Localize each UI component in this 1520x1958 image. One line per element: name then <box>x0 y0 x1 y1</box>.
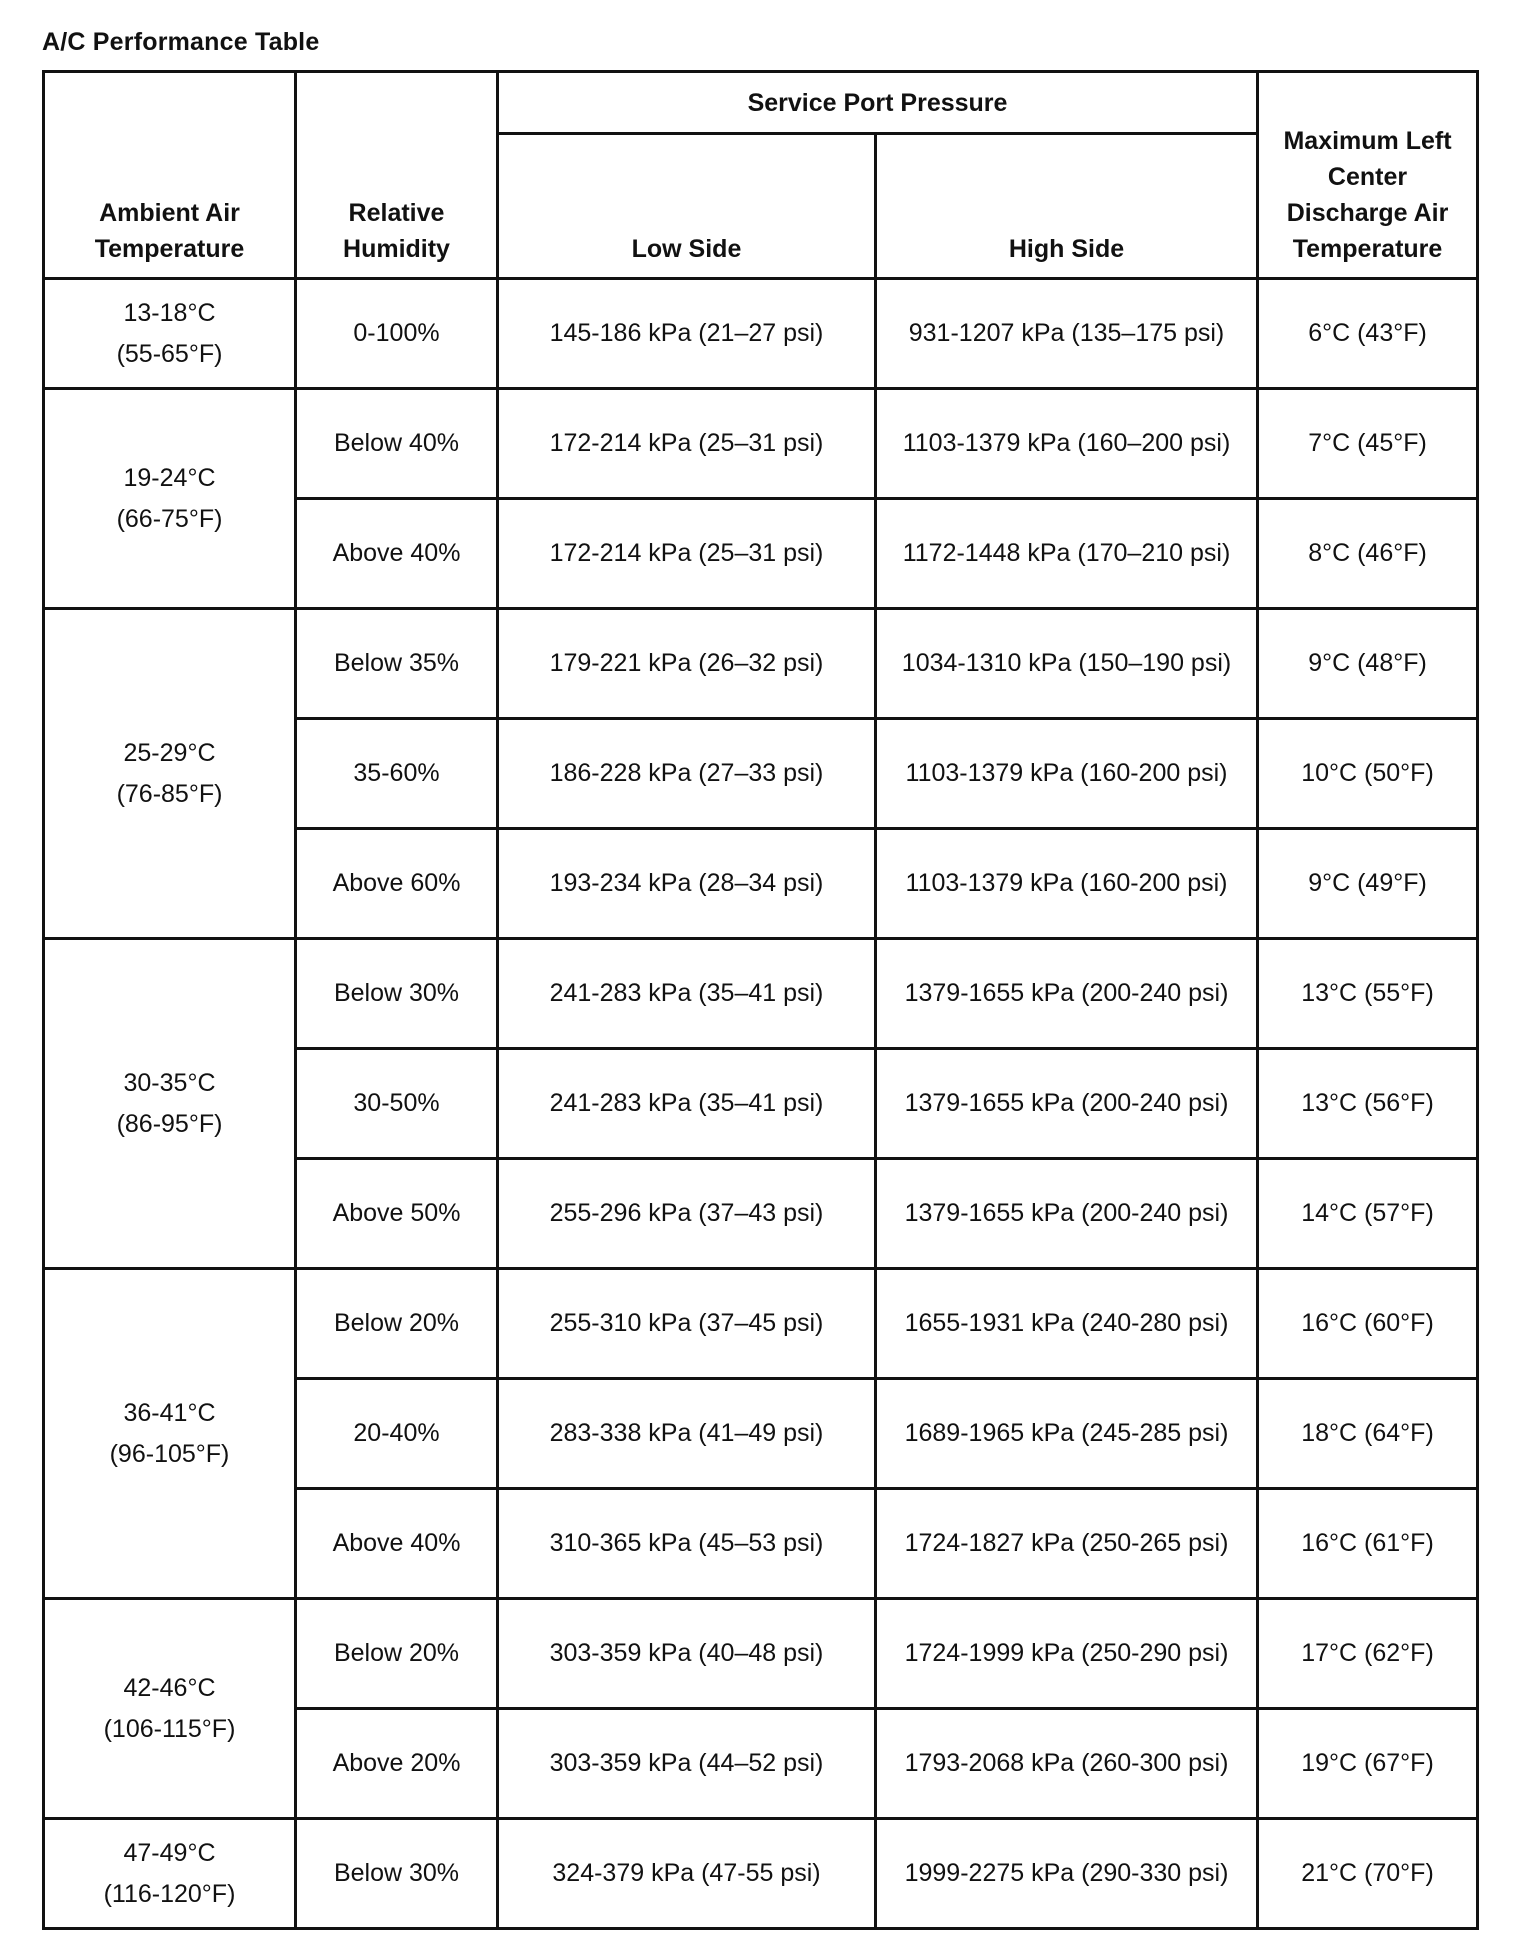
table-row <box>44 1269 1478 1379</box>
discharge-temperature-cell: 13°C (55°F) <box>1258 939 1478 1049</box>
table-row <box>44 389 1478 499</box>
table-row <box>44 609 1478 719</box>
relative-humidity-cell: 0-100% <box>296 279 498 389</box>
ambient-temperature-cell <box>44 939 296 1269</box>
relative-humidity-cell: Above 60% <box>296 829 498 939</box>
discharge-temperature-cell: 17°C (62°F) <box>1258 1599 1478 1709</box>
discharge-temperature-cell: 16°C (61°F) <box>1258 1489 1478 1599</box>
high-side-pressure-cell: 1379-1655 kPa (200-240 psi) <box>876 939 1258 1049</box>
header-relative-humidity: Relative Humidity <box>296 72 498 279</box>
ambient-celsius: 30-35°C <box>123 1068 216 1097</box>
high-side-pressure-cell: 1103-1379 kPa (160–200 psi) <box>876 389 1258 499</box>
ambient-fahrenheit: (116-120°F) <box>103 1879 236 1908</box>
discharge-temperature-cell: 21°C (70°F) <box>1258 1819 1478 1929</box>
relative-humidity-cell: 30-50% <box>296 1049 498 1159</box>
high-side-pressure-cell: 1379-1655 kPa (200-240 psi) <box>876 1049 1258 1159</box>
discharge-temperature-cell: 6°C (43°F) <box>1258 279 1478 389</box>
low-side-pressure-cell: 172-214 kPa (25–31 psi) <box>498 389 876 499</box>
low-side-pressure-cell: 303-359 kPa (44–52 psi) <box>498 1709 876 1819</box>
low-side-pressure-cell: 324-379 kPa (47-55 psi) <box>498 1819 876 1929</box>
low-side-pressure-cell: 241-283 kPa (35–41 psi) <box>498 939 876 1049</box>
ambient-temperature-cell <box>44 389 296 609</box>
discharge-temperature-cell: 7°C (45°F) <box>1258 389 1478 499</box>
table-row <box>44 939 1478 1049</box>
high-side-pressure-cell: 931-1207 kPa (135–175 psi) <box>876 279 1258 389</box>
high-side-pressure-cell: 1379-1655 kPa (200-240 psi) <box>876 1159 1258 1269</box>
table-header <box>44 72 1478 279</box>
relative-humidity-cell: Below 30% <box>296 939 498 1049</box>
high-side-pressure-cell: 1172-1448 kPa (170–210 psi) <box>876 499 1258 609</box>
high-side-pressure-cell: 1103-1379 kPa (160-200 psi) <box>876 719 1258 829</box>
relative-humidity-cell: 35-60% <box>296 719 498 829</box>
low-side-pressure-cell: 179-221 kPa (26–32 psi) <box>498 609 876 719</box>
table-row <box>44 1819 1478 1929</box>
discharge-temperature-cell: 19°C (67°F) <box>1258 1709 1478 1819</box>
high-side-pressure-cell: 1793-2068 kPa (260-300 psi) <box>876 1709 1258 1819</box>
ambient-fahrenheit: (55-65°F) <box>116 339 223 368</box>
high-side-pressure-cell: 1724-1827 kPa (250-265 psi) <box>876 1489 1258 1599</box>
table-row <box>44 279 1478 389</box>
low-side-pressure-cell: 255-310 kPa (37–45 psi) <box>498 1269 876 1379</box>
low-side-pressure-cell: 241-283 kPa (35–41 psi) <box>498 1049 876 1159</box>
high-side-pressure-cell: 1103-1379 kPa (160-200 psi) <box>876 829 1258 939</box>
ac-performance-table <box>42 70 1479 1930</box>
relative-humidity-cell: Below 40% <box>296 389 498 499</box>
low-side-pressure-cell: 303-359 kPa (40–48 psi) <box>498 1599 876 1709</box>
discharge-temperature-cell: 9°C (49°F) <box>1258 829 1478 939</box>
ambient-fahrenheit: (106-115°F) <box>103 1714 236 1743</box>
ambient-fahrenheit: (76-85°F) <box>116 779 223 808</box>
ambient-temperature-cell <box>44 1269 296 1599</box>
table-body <box>44 279 1478 1929</box>
high-side-pressure-cell: 1724-1999 kPa (250-290 psi) <box>876 1599 1258 1709</box>
relative-humidity-cell: Above 40% <box>296 499 498 609</box>
page-title: A/C Performance Table <box>42 28 320 56</box>
low-side-pressure-cell: 193-234 kPa (28–34 psi) <box>498 829 876 939</box>
discharge-temperature-cell: 16°C (60°F) <box>1258 1269 1478 1379</box>
header-high-side: High Side <box>876 134 1258 279</box>
discharge-temperature-cell: 18°C (64°F) <box>1258 1379 1478 1489</box>
ambient-temperature-cell <box>44 279 296 389</box>
relative-humidity-cell: Below 35% <box>296 609 498 719</box>
relative-humidity-cell: Below 30% <box>296 1819 498 1929</box>
header-max-discharge-air-temperature: Maximum Left Center Discharge Air Temperature <box>1258 72 1478 279</box>
ambient-temperature-cell <box>44 1819 296 1929</box>
low-side-pressure-cell: 255-296 kPa (37–43 psi) <box>498 1159 876 1269</box>
ambient-celsius: 13-18°C <box>123 298 216 327</box>
discharge-temperature-cell: 9°C (48°F) <box>1258 609 1478 719</box>
ambient-temperature-cell <box>44 609 296 939</box>
discharge-temperature-cell: 14°C (57°F) <box>1258 1159 1478 1269</box>
table-row <box>44 1599 1478 1709</box>
header-service-port-pressure: Service Port Pressure <box>498 72 1258 134</box>
high-side-pressure-cell: 1689-1965 kPa (245-285 psi) <box>876 1379 1258 1489</box>
relative-humidity-cell: Above 40% <box>296 1489 498 1599</box>
high-side-pressure-cell: 1034-1310 kPa (150–190 psi) <box>876 609 1258 719</box>
ambient-fahrenheit: (66-75°F) <box>116 504 223 533</box>
ambient-celsius: 19-24°C <box>123 463 216 492</box>
ambient-celsius: 47-49°C <box>123 1838 216 1867</box>
high-side-pressure-cell: 1655-1931 kPa (240-280 psi) <box>876 1269 1258 1379</box>
header-ambient-air-temperature: Ambient Air Temperature <box>44 72 296 279</box>
header-low-side: Low Side <box>498 134 876 279</box>
ambient-fahrenheit: (96-105°F) <box>109 1439 230 1468</box>
low-side-pressure-cell: 310-365 kPa (45–53 psi) <box>498 1489 876 1599</box>
relative-humidity-cell: Above 50% <box>296 1159 498 1269</box>
low-side-pressure-cell: 172-214 kPa (25–31 psi) <box>498 499 876 609</box>
relative-humidity-cell: 20-40% <box>296 1379 498 1489</box>
discharge-temperature-cell: 10°C (50°F) <box>1258 719 1478 829</box>
ambient-celsius: 36-41°C <box>123 1398 216 1427</box>
ambient-celsius: 25-29°C <box>123 738 216 767</box>
low-side-pressure-cell: 283-338 kPa (41–49 psi) <box>498 1379 876 1489</box>
ambient-celsius: 42-46°C <box>123 1673 216 1702</box>
discharge-temperature-cell: 13°C (56°F) <box>1258 1049 1478 1159</box>
ambient-fahrenheit: (86-95°F) <box>116 1109 223 1138</box>
relative-humidity-cell: Above 20% <box>296 1709 498 1819</box>
low-side-pressure-cell: 186-228 kPa (27–33 psi) <box>498 719 876 829</box>
relative-humidity-cell: Below 20% <box>296 1269 498 1379</box>
ambient-temperature-cell <box>44 1599 296 1819</box>
discharge-temperature-cell: 8°C (46°F) <box>1258 499 1478 609</box>
high-side-pressure-cell: 1999-2275 kPa (290-330 psi) <box>876 1819 1258 1929</box>
relative-humidity-cell: Below 20% <box>296 1599 498 1709</box>
low-side-pressure-cell: 145-186 kPa (21–27 psi) <box>498 279 876 389</box>
